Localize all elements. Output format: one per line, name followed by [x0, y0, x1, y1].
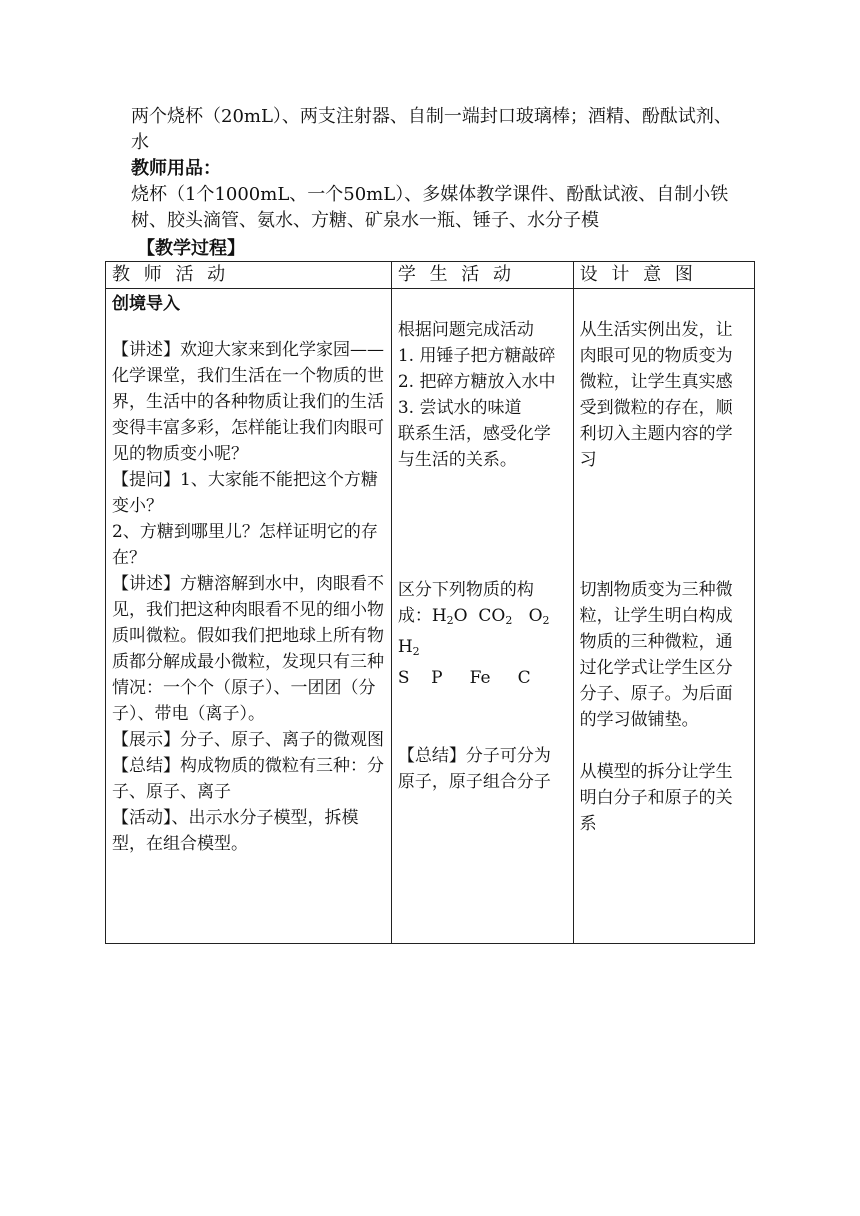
teacher-question-2: 2、方糖到哪里儿？怎样证明它的存在？: [112, 522, 378, 568]
teacher-lecture-1: 【讲述】欢迎大家来到化学家园——化学课堂，我们生活在一个物质的世界，生活中的各种物质让我们的生活变得丰富多彩，怎样能让我们肉眼可见的物质变小呢？: [112, 340, 384, 464]
teacher-items-heading: 教师用品：: [131, 158, 221, 179]
intent-cell: [573, 289, 754, 944]
intent-paragraph-3: 从模型的拆分让学生明白分子和原子的关系: [579, 762, 733, 834]
teaching-process-table: [105, 261, 755, 944]
student-materials: 两个烧杯（20mL）、两支注射器、自制一端封口玻璃棒；酒精、酚酞试剂、水: [131, 106, 732, 153]
intent-paragraph-2: 切割物质变为三种微粒，让学生明白构成物质的三种微粒，通过化学式让学生区分分子、原子。为后面的学习做铺垫。: [579, 580, 733, 730]
teacher-question: 【提问】1、大家能不能把这个方糖变小？: [112, 470, 378, 516]
student-distinguish: 区分下列物质的构成：$H_2O$ $CO_2$ $O_2$ $H_2$: [397, 580, 550, 658]
header-intent: 设 计 意 图: [573, 262, 754, 289]
student-intro: 根据问题完成活动: [397, 320, 534, 340]
teacher-heading: 创境导入: [112, 294, 180, 314]
student-elements: S P Fe C: [397, 668, 531, 688]
intro-section: [131, 104, 741, 234]
student-step-2: 2. 把碎方糖放入水中: [397, 372, 556, 392]
table-row: [106, 289, 755, 944]
student-step-3: 3. 尝试水的味道: [397, 398, 522, 418]
teacher-summary: 【总结】构成物质的微粒有三种：分子、原子、离子: [112, 756, 384, 802]
table-header-row: [106, 262, 755, 289]
student-relate: 联系生活，感受化学与生活的关系。: [397, 424, 551, 470]
teacher-activity: 【活动】、出示水分子模型，拆模型，在组合模型。: [112, 808, 359, 854]
teacher-items: 烧杯（1个1000mL、一个50mL）、多媒体教学课件、酚酞试液、自制小铁树、胶头滴管、氨水、方糖、矿泉水一瓶、锤子、水分子模: [131, 184, 729, 231]
header-student: 学 生 活 动: [391, 262, 573, 289]
teacher-lecture-2: 【讲述】方糖溶解到水中，肉眼看不见，我们把这种肉眼看不见的细小物质叫微粒。假如我们把地球上所有物质都分解成最小微粒，发现只有三种情况：一个个（原子）、一团团（分子）、带电（离子）。: [112, 574, 384, 724]
teacher-display: 【展示】分子、原子、离子的微观图: [112, 730, 384, 750]
student-summary: 【总结】分子可分为原子，原子组合分子: [397, 746, 551, 792]
student-step-1: 1. 用锤子把方糖敲碎: [397, 346, 556, 366]
section-title: 【教学过程】: [137, 238, 245, 259]
header-teacher: 教 师 活 动: [106, 262, 392, 289]
intent-paragraph-1: 从生活实例出发，让肉眼可见的物质变为微粒，让学生真实感受到微粒的存在，顺利切入主题内容的学习: [579, 320, 733, 470]
teacher-cell: [106, 289, 392, 944]
student-cell: [391, 289, 573, 944]
